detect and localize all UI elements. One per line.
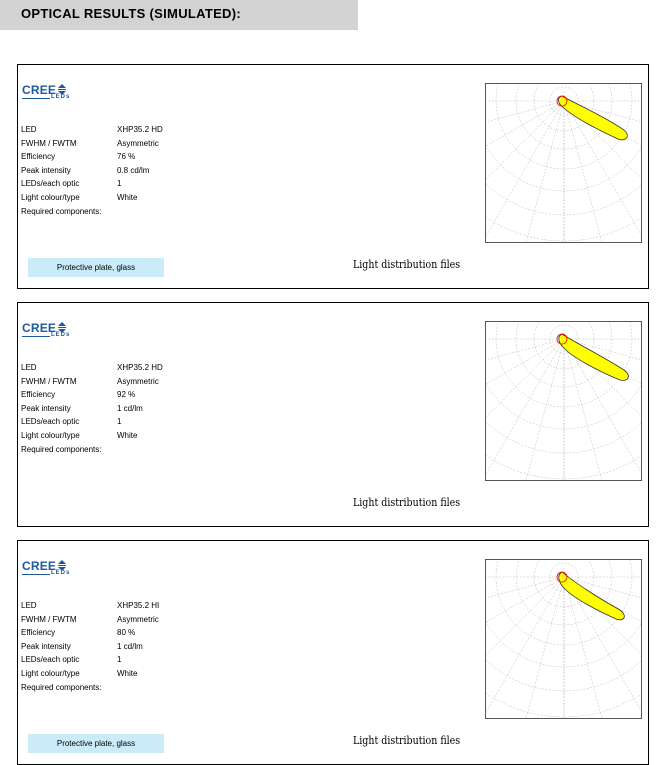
- polar-diagram-icon: [485, 559, 642, 719]
- cree-logo-icon: CREE LEDs: [22, 321, 71, 338]
- optic-card: CREE LEDs LED XHP35.2 HI FWHM / FWTM Asymmetric Efficiency 80 % Peak intensity 1 cd/lm LEDs/each optic 1 Light colour/type White Required components: Protective plate, glass Light distribution files: [17, 540, 649, 765]
- optic-card: CREE LEDs LED XHP35.2 HD FWHM / FWTM Asymmetric Efficiency 92 % Peak intensity 1 cd/lm LEDs/each optic 1 Light colour/type White Required components: Light distribution files: [17, 302, 649, 527]
- header-bar: [0, 0, 358, 30]
- component-button[interactable]: Protective plate, glass: [28, 258, 164, 277]
- polar-diagram-icon: [485, 321, 642, 481]
- polar-diagram-icon: [485, 83, 642, 243]
- page-title: OPTICAL RESULTS (SIMULATED):: [21, 6, 241, 21]
- light-distribution-files-link[interactable]: Light distribution files: [353, 734, 461, 747]
- cree-logo-icon: CREE LEDs: [22, 83, 71, 100]
- optic-card: CREE LEDs LED XHP35.2 HD FWHM / FWTM Asymmetric Efficiency 76 % Peak intensity 0.8 cd/lm LEDs/each optic 1 Light colour/type White Required components: Protective plate, glass Light distribution files: [17, 64, 649, 289]
- component-button[interactable]: Protective plate, glass: [28, 734, 164, 753]
- light-distribution-files-link[interactable]: Light distribution files: [353, 496, 461, 509]
- light-distribution-files-link[interactable]: Light distribution files: [353, 258, 461, 271]
- cree-logo-icon: CREE LEDs: [22, 559, 71, 576]
